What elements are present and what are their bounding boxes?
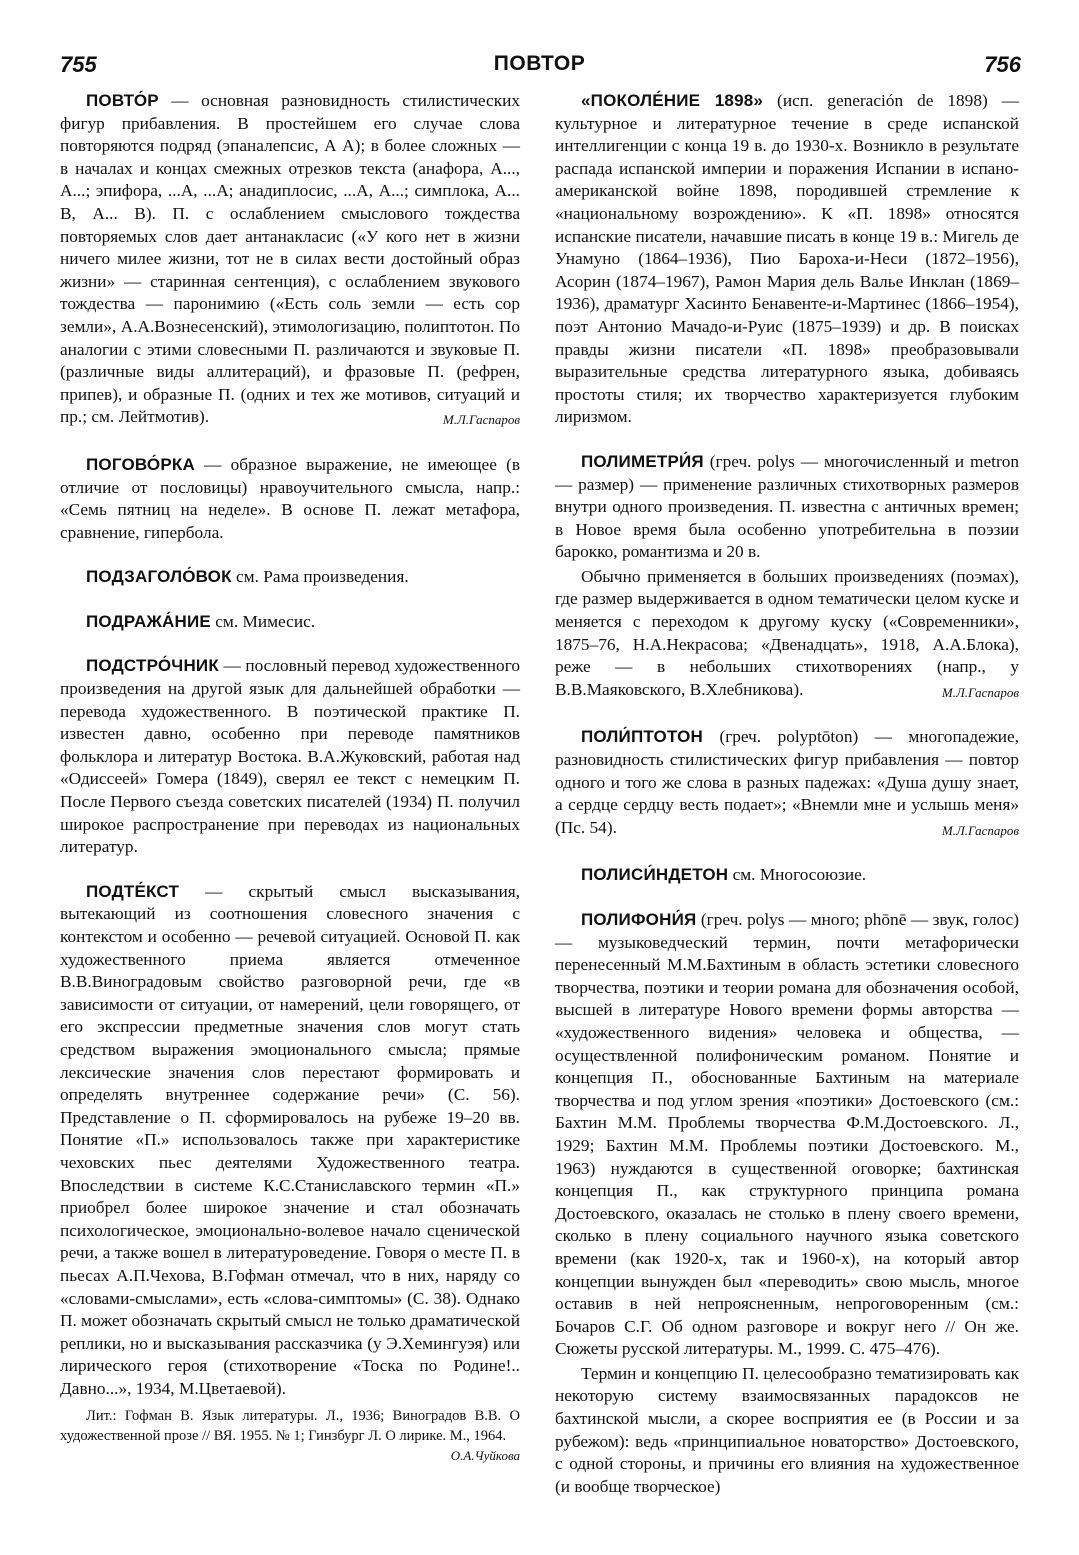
author: М.Л.Гаспаров — [941, 684, 1019, 700]
literature-text: Лит.: Гофман В. Язык литературы. Л., 1936; Виноградов В.В. О художественной прозе // ВЯ. 1955. № 1; Гинзбург Л. О лирике. М., 1964. — [60, 1408, 520, 1445]
entry-text: (исп. generación de 1898) — культурное и литературное течение в среде испанской интеллигенции с конца 19 в. до 1930-х. Возникло в результате распада испанской империи и поражения Испании в испано-американской войне 1898, породившей стремление к «национальному возрождению». К «П. 1898» относятся испанские писатели, начавшие писать в конце 19 в.: Мигель де Унамуно (1864–1936), Пио Бароха-и-Неси (1872–1956), Асорин (1874–1967), Рамон Мария дель Валье Инклан (1869–1936), драматург Хасинто Бенавенте-и-Мартинес (1866–1954), поэт Антонио Мачадо-и-Руис (1875–1939) и др. В поисках правды жизни писатели «П. 1898» преобразовывали выразительные средства литературного языка, добиваясь простоты стиля; их творчество характеризуется глубоким лиризмом. — [555, 91, 1020, 427]
author: М.Л.Гаспаров — [941, 822, 1019, 838]
entry-podtekst — [60, 881, 520, 1467]
headword: ПОДРАЖА́НИЕ — [86, 611, 211, 631]
headword: ПОДСТРО́ЧНИК — [86, 656, 219, 676]
entry-text: (греч. polys — многочисленный и metron — размер) — применение различных стихотворных размеров внутри одного произведения. П. известна с античных времен; в Новое время была особенно употребительна в поэзии барокко, романтизма и 20 в. — [555, 451, 1019, 562]
entry-polifoniya — [555, 909, 1019, 1498]
headword: ПОЛИМЕТРИ́Я — [581, 451, 704, 471]
entry-podzagolovok — [60, 566, 520, 589]
right-column — [555, 90, 1019, 1520]
entry-text: — скрытый смысл высказывания, вытекающий из соотношения словесного значения с контекстом и особенно — речевой ситуацией. Основой П. как художественного приема является отмеченное В.В.Виноградовым свойство разговорной речи, где «в зависимости от ситуации, от намерений, цели говорящего, от его экспрессии предметные значения слов могут стать средством выражения эмоционального смысла; прямые лексические значения слов перестают формировать и определять внутреннее содержание речи» (С. 56). Представление о П. сформировалось на рубеже 19–20 вв. Понятие «П.» использовалось также при характеристике чеховских пьес деятелями Художественного театра. Впоследствии в системе К.С.Станиславского термин «П.» приобрел более широкое значение и стал обозначать психологическое, эмоционально-волевое начало сценической речи, а также вошел в литературоведение. Говоря о месте П. в пьесах А.П.Чехова, В.Гофман отмечал, что в них, наряду со «словами-смыслами», есть «слова-симптомы» (С. 38). Однако П. может обозначать скрытый смысл не только драматической реплики, но и высказывания рассказчика (у Э.Хемингуэя) или лирического героя (стихотворение «Тоска по Родине!.. Давно...», 1934, М.Цветаевой). — [60, 881, 520, 1398]
entry-pogovorka — [60, 454, 520, 544]
headword: ПОЛИСИ́НДЕТОН — [581, 865, 729, 885]
entry-text-continued: Термин и концепцию П. целесообразно тематизировать как некоторую систему взаимосвязанных парадоксов не бахтинской мысли, а скорее восприятия ее (в России и за рубежом): ведь «принципиальное новаторство» Достоевского, с одной стороны, и причины его влияния на художественное (и вообще творческое) — [555, 1363, 1019, 1496]
headword: ПОГОВО́РКА — [86, 454, 195, 474]
entry-pokolenie-1898 — [555, 90, 1019, 429]
entry-text: см. Рама произведения. — [231, 567, 409, 587]
running-title: ПОВТОР — [493, 52, 586, 75]
entry-povtor — [60, 90, 520, 432]
entry-text-continued: Обычно применяется в больших произведениях (поэмах), где размер выдерживается в одном тематически целом куске и меняется с переходом к другому куску («Современники», 1875–76, Н.А.Некрасова; «Двенадцать», 1918, А.А.Блока), реже — в небольших стихотворениях (напр., у В.В.Маяковского, В.Хлебникова). — [555, 566, 1019, 699]
entry-polisindeton — [555, 864, 1019, 887]
entry-podrazhanie — [60, 611, 520, 634]
headword: ПОЛИФОНИ́Я — [581, 910, 697, 929]
entry-poliptoton — [555, 726, 1019, 842]
literature-note — [60, 1406, 520, 1464]
entry-text: см. Мимесис. — [210, 611, 316, 631]
entry-polimetriya — [555, 451, 1019, 705]
headword: ПОДЗАГОЛО́ВОК — [86, 567, 232, 587]
headword: ПОВТО́Р — [86, 91, 159, 110]
headword: ПОЛИ́ПТОТОН — [581, 727, 704, 747]
headword: ПОДТЕ́КСТ — [86, 881, 180, 901]
entry-text: — основная разновидность стилистических фигур прибавления. В простейшем его случае слова повторяются подряд (эпаналепсис, А А); в более сложных — в началах и концах смежных отрезков текста (анафора, А..., А...; эпифора, ...А, ...А; анадиплосис, ...А, А...; симплока, А... В, А... В). П. с ослаблением смыслового тождества повторяемых слов дает антанаклаcис («У кого нет в жизни ничего милее жизни, тот не в силах вести достойный образ жизни» — старинная сентенция), с ослаблением звукового тождества — паронимию («Есть соль земли — есть сор земли», А.А.Вознесенский), этимологизацию, полиптотон. По аналогии с этими словесными П. различаются и звуковые П. (различные виды аллитераций), и фразовые П. (рефрен, припев), и образные П. (одних и тех же мотивов, ситуаций и пр.; см. Лейтмотив). — [60, 91, 520, 427]
entry-text: см. Многосоюзие. — [728, 865, 867, 885]
entry-text: — образное выражение, не имеющее (в отличие от пословицы) нравоучительного смысла, напр.: «Семь пятниц на неделе». В основе П. лежат метафора, сравнение, гипербола. — [60, 454, 520, 542]
entry-text: (греч. polys — много; phōnē — звук, голос) — музыковедческий термин, почти метафорически перенесенный М.М.Бахтиным в область эстетики словесного творчества, поэтики и теории романа для обозначения особой, высшей в литературе Нового времени формы авторства — «художественного видения» человека и общества, — осуществленной полифоническим романом. Понятие и концепция П., обоснованные Бахтиным на материале творчества и под углом зрения «поэтики» Достоевского (см.: Бахтин М.М. Проблемы творчества Ф.М.Достоевского. Л., 1929; Бахтин М.М. Проблемы поэтики Достоевского. М., 1963) нуждаются в существенной оговорке; бахтинская концепция П., как структурного принципа романа Достоевского, оказалась не столько в плену своего времени, сколько в плену социального научного языка советского времени (как 1920-х, так и 1960-х), на который автор концепции вынужден был «переводить» свою мысль, многое оставив в ней непроясненным, непроговоренным (см.: Бочаров С.Г. Об одном разговоре и вокруг него // Он же. Сюжеты русской литературы. М., 1999. С. 475–476). — [555, 910, 1019, 1359]
headword: «ПОКОЛЕ́НИЕ 1898» — [581, 91, 764, 110]
entry-text: (греч. polyptōton) — многопадежие, разновидность стилистических фигур прибавления — повтор одного и того же слова в разных падежах: «Душа душу знает, а сердце сердцу весть подает»; «Внемли мне и услышь меня» (Пс. 54). — [555, 727, 1019, 837]
page-number-left: 755 — [60, 52, 97, 77]
author: М.Л.Гаспаров — [442, 412, 520, 428]
author: О.А.Чуйкова — [450, 1448, 520, 1464]
left-column — [60, 90, 520, 1488]
entry-podstrochnik — [60, 655, 520, 858]
page-number-right: 756 — [984, 52, 1021, 77]
entry-text: — пословный перевод художественного произведения на другой язык для дальнейшей обработки — перевода художественного. В поэтической практике П. известен давно, особенно при переводе памятников фольклора и литератур Востока. В.А.Жуковский, работая над «Одиссеей» Гомера (1849), сверял ее текст с немецким П. После Первого съезда советских писателей (1934) П. получил широкое распространение при переводах из национальных литератур. — [60, 656, 520, 857]
page-header — [0, 52, 1079, 86]
